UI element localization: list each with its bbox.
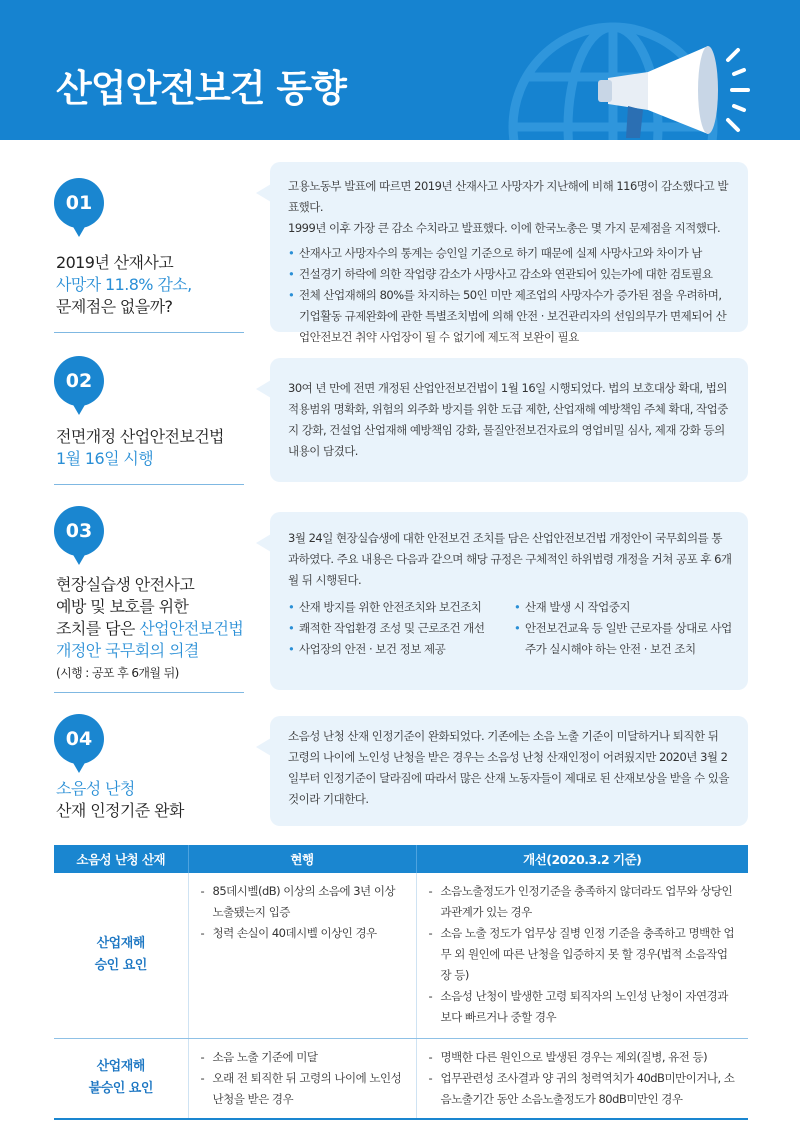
header-banner <box>0 0 800 140</box>
section-body: 30여 년 만에 전면 개정된 산업안전보건법이 1월 16일 시행되었다. 법의 보호대상 확대, 법의 적용범위 명확화, 위험의 외주화 방지를 위한 도급 제한, 산업재해 예방책임 주체 확대, 작업중지 강화, 건설업 산업재해 예방책임 강화, 물질안전보건자료의 영업비밀 심사, 제재 강화 등의 내용이 담겼다. <box>270 358 748 482</box>
section-title: 전면개정 산업안전보건법 1월 16일 시행 <box>56 427 224 468</box>
bullet-list <box>514 597 732 660</box>
list-item: - 소음 노출 정도가 업무상 질병 인정 기준을 충족하고 명백한 업무 외 원인에 따른 난청을 입증하지 못 할 경우(법적 소음작업장 등) <box>427 923 739 986</box>
list-item: - 소음성 난청이 발생한 고령 퇴직자의 노인성 난청이 자연경과 보다 빠르거나 중할 경우 <box>427 986 739 1028</box>
section-number-badge: 03 <box>54 506 104 556</box>
section-number-badge: 04 <box>54 714 104 764</box>
list-item: • 전체 산업재해의 80%를 차지하는 50인 미만 제조업의 사망자수가 증가된 점을 우려하며, 기업활동 규제완화에 관한 특별조치법에 의해 안전 · 보건관리자의 선임의무가 면제되어 산업안전보건 취약 사업장이 될 수 없기에 제도적 보완이 필요 <box>288 285 732 348</box>
section-divider <box>54 692 244 693</box>
section-title: 2019년 산재사고 사망자 11.8% 감소, 문제점은 없을까? <box>56 253 192 316</box>
list-item: - 소음노출정도가 인정기준을 충족하지 않더라도 업무와 상당인과관계가 있는 경우 <box>427 881 739 923</box>
bullet-list <box>288 243 732 348</box>
table-header: 현행 <box>188 845 416 873</box>
current-cell <box>188 873 416 1038</box>
list-item: - 85데시벨(dB) 이상의 소음에 3년 이상 노출됐는지 입증 <box>199 881 406 923</box>
improved-cell <box>416 873 748 1038</box>
table-header: 개선(2020.3.2 기준) <box>416 845 748 873</box>
row-label: 산업재해 승인 요인 <box>54 873 188 1038</box>
list-item: - 업무관련성 조사결과 양 귀의 청력역치가 40dB미만이거나, 소음노출기간 동안 소음노출정도가 80dB미만인 경우 <box>427 1068 739 1110</box>
section-number-badge: 01 <box>54 178 104 228</box>
list-item: • 산재 방지를 위한 안전조치와 보건조치 <box>288 597 514 618</box>
row-label: 산업재해 불승인 요인 <box>54 1038 188 1119</box>
section-title: 현장실습생 안전사고 예방 및 보호를 위한 조치를 담은 산업안전보건법 개정안 국무회의 의결 (시행 : 공포 후 6개월 뒤) <box>56 575 244 680</box>
list-item: - 오래 전 퇴직한 뒤 고령의 나이에 노인성 난청을 받은 경우 <box>199 1068 406 1110</box>
section-divider <box>54 332 244 333</box>
megaphone-icon <box>588 38 758 140</box>
section-number-badge: 02 <box>54 356 104 406</box>
list-item: • 건설경기 하락에 의한 작업량 감소가 사망사고 감소와 연관되어 있는가에 대한 검토필요 <box>288 264 732 285</box>
list-item: - 소음 노출 기준에 미달 <box>199 1047 406 1068</box>
list-item: • 산재사고 사망자수의 통계는 승인일 기준으로 하기 때문에 실제 사망사고와 차이가 남 <box>288 243 732 264</box>
section-divider <box>54 484 244 485</box>
table-row <box>54 1038 748 1119</box>
improved-cell <box>416 1038 748 1119</box>
list-item: • 안전보건교육 등 일반 근로자를 상대로 사업주가 실시해야 하는 안전 · 보건 조치 <box>514 618 732 660</box>
list-item: • 사업장의 안전 · 보건 정보 제공 <box>288 639 514 660</box>
comparison-table <box>54 845 748 1120</box>
list-item: - 청력 손실이 40데시벨 이상인 경우 <box>199 923 406 944</box>
section-title: 소음성 난청 산재 인정기준 완화 <box>56 779 184 820</box>
section-body: 3월 24일 현장실습생에 대한 안전보건 조치를 담은 산업안전보건법 개정안이 국무회의를 통과하였다. 주요 내용은 다음과 같으며 해당 규정은 구체적인 하위법령 개정을 거쳐 공포 후 6개월 뒤 시행된다. • 산재 방지를 위한 안전조치와 보건조치 • 쾌적한 작업환경 조성 및 근로조건 개선 • 사업장의 안전 · 보건 정보 제공 • 산재 발생 시 작업중지 • 안전보건교육 등 일반 근로자를 상대로 사업주가 실시해야 하는 안전 · 보건 조치 <box>270 512 748 690</box>
list-item: - 명백한 다른 원인으로 발생된 경우는 제외(질병, 유전 등) <box>427 1047 739 1068</box>
page-title: 산업안전보건 동향 <box>56 67 346 110</box>
table-row <box>54 873 748 1038</box>
bullet-list <box>288 597 514 660</box>
table-header: 소음성 난청 산재 <box>54 845 188 873</box>
list-item: • 쾌적한 작업환경 조성 및 근로조건 개선 <box>288 618 514 639</box>
section-body: 고용노동부 발표에 따르면 2019년 산재사고 사망자가 지난해에 비해 116명이 감소했다고 발표했다. 1999년 이후 가장 큰 감소 수치라고 발표했다. 이에 한국노총은 몇 가지 문제점을 지적했다. • 산재사고 사망자수의 통계는 승인일 기준으로 하기 때문에 실제 사망사고와 차이가 남 • 건설경기 하락에 의한 작업량 감소가 사망사고 감소와 연관되어 있는가에 대한 검토필요 • 전체 산업재해의 80%를 차지하는 50인 미만 제조업의 사망자수가 증가된 점을 우려하며, 기업활동 규제완화에 관한 특별조치법에 의해 안전 · 보건관리자의 선임의무가 면제되어 산업안전보건 취약 사업장이 될 수 없기에 제도적 보완이 필요 <box>270 162 748 332</box>
section-body: 소음성 난청 산재 인정기준이 완화되었다. 기존에는 소음 노출 기준이 미달하거나 퇴직한 뒤 고령의 나이에 노인성 난청을 받은 경우는 소음성 난청 산재인정이 어려웠지만 2020년 3월 2일부터 인정기준이 달라짐에 따라서 많은 산재 노동자들이 제대로 된 산재보상을 받을 수 있을 것이라 기대한다. <box>270 716 748 826</box>
list-item: • 산재 발생 시 작업중지 <box>514 597 732 618</box>
current-cell <box>188 1038 416 1119</box>
